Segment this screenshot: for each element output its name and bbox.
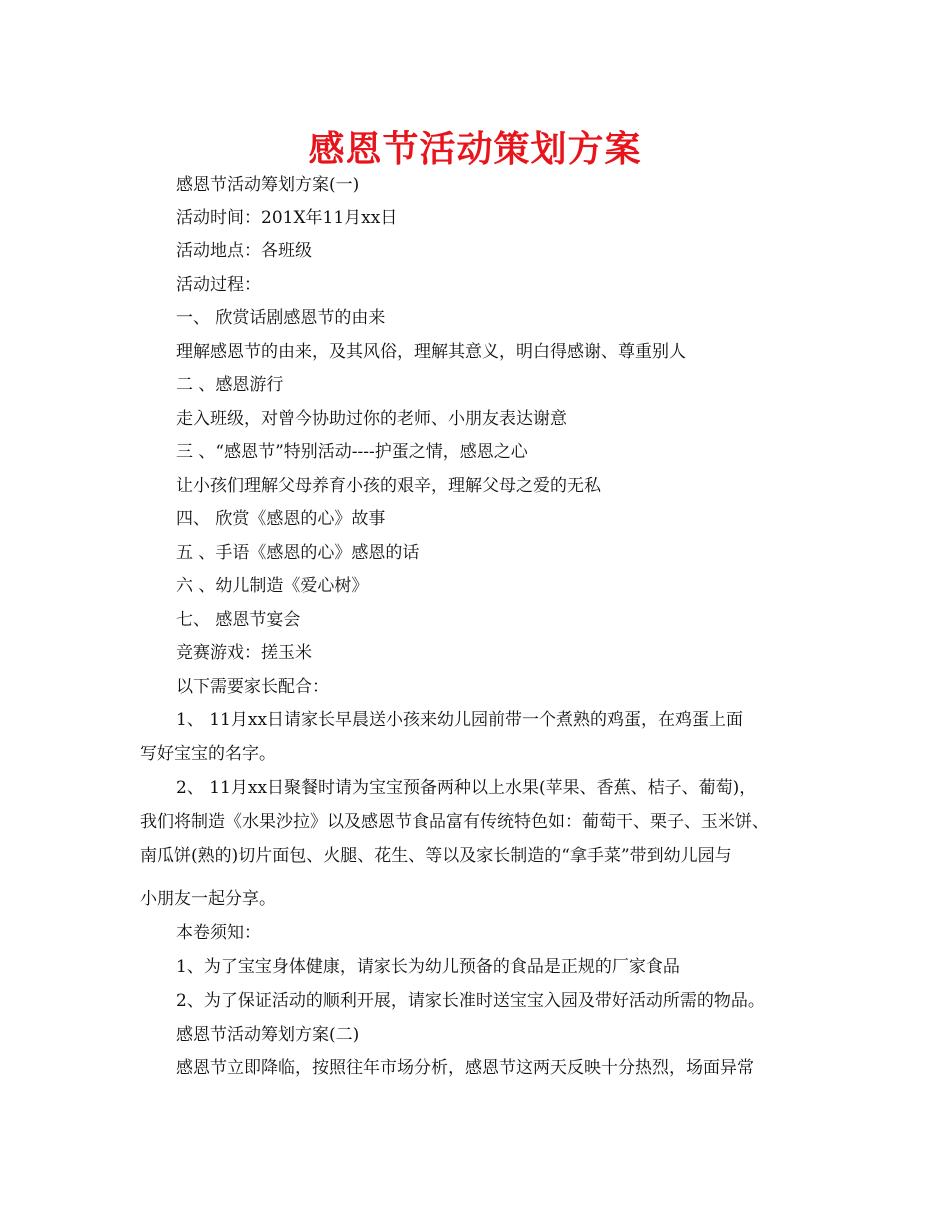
- text-line-step-three: 三 、“感恩节”特别活动----护蛋之情，感恩之心: [176, 442, 528, 462]
- text-line-item-two: 2、 11月xx日聚餐时请为宝宝预备两种以上水果(苹果、香蕉、桔子、葡萄)，: [176, 778, 757, 798]
- text-line-note-two: 2、为了保证活动的顺利开展，请家长准时送宝宝入园及带好活动所需的物品。: [176, 991, 765, 1011]
- text-line-step-four: 四、 欣赏《感恩的心》故事: [176, 509, 386, 529]
- text-line-step-three-desc: 让小孩们理解父母养育小孩的艰辛，理解父母之爱的无私: [176, 476, 601, 496]
- text-line-step-two: 二 、感恩游行: [176, 375, 284, 395]
- text-line-game: 竞赛游戏：搓玉米: [176, 643, 312, 663]
- text-line-item-two-cont-2: 南瓜饼(熟的)切片面包、火腿、花生、等以及家长制造的“拿手菜”带到幼儿园与: [140, 846, 732, 866]
- text-line-step-five: 五 、手语《感恩的心》感恩的话: [176, 543, 420, 563]
- document-title: 感恩节活动策划方案: [308, 129, 642, 170]
- text-line-step-seven: 七、 感恩节宴会: [176, 610, 301, 630]
- text-line-step-two-desc: 走入班级，对曾今协助过你的老师、小朋友表达谢意: [176, 409, 567, 429]
- text-line-item-two-cont-3: 小朋友一起分享。: [140, 889, 276, 909]
- text-line-plan-two-intro: 感恩节立即降临，按照往年市场分析，感恩节这两天反映十分热烈，场面异常: [176, 1058, 754, 1078]
- text-line-plan-two-heading: 感恩节活动筹划方案(二): [176, 1025, 360, 1045]
- text-line-activity-location: 活动地点：各班级: [176, 241, 312, 261]
- text-line-notes-heading: 本卷须知：: [176, 923, 261, 943]
- text-line-plan-one-heading: 感恩节活动筹划方案(一): [176, 175, 360, 195]
- text-line-item-one-cont: 写好宝宝的名字。: [140, 744, 276, 764]
- text-line-step-one: 一、 欣赏话剧感恩节的由来: [176, 308, 386, 328]
- text-line-step-six: 六 、幼儿制造《爱心树》: [176, 576, 369, 596]
- text-line-item-one: 1、 11月xx日请家长早晨送小孩来幼儿园前带一个煮熟的鸡蛋，在鸡蛋上面: [176, 710, 744, 730]
- text-line-note-one: 1、为了宝宝身体健康，请家长为幼儿预备的食品是正规的厂家食品: [176, 957, 680, 977]
- text-line-activity-process: 活动过程：: [176, 275, 261, 295]
- text-line-parent-cooperation: 以下需要家长配合：: [176, 677, 329, 697]
- text-line-step-one-desc: 理解感恩节的由来，及其风俗，理解其意义，明白得感谢、尊重别人: [176, 342, 686, 362]
- text-line-activity-time: 活动时间：201X年11月xx日: [176, 208, 398, 228]
- text-line-item-two-cont-1: 我们将制造《水果沙拉》以及感恩节食品富有传统特色如：葡萄干、栗子、玉米饼、: [140, 812, 769, 832]
